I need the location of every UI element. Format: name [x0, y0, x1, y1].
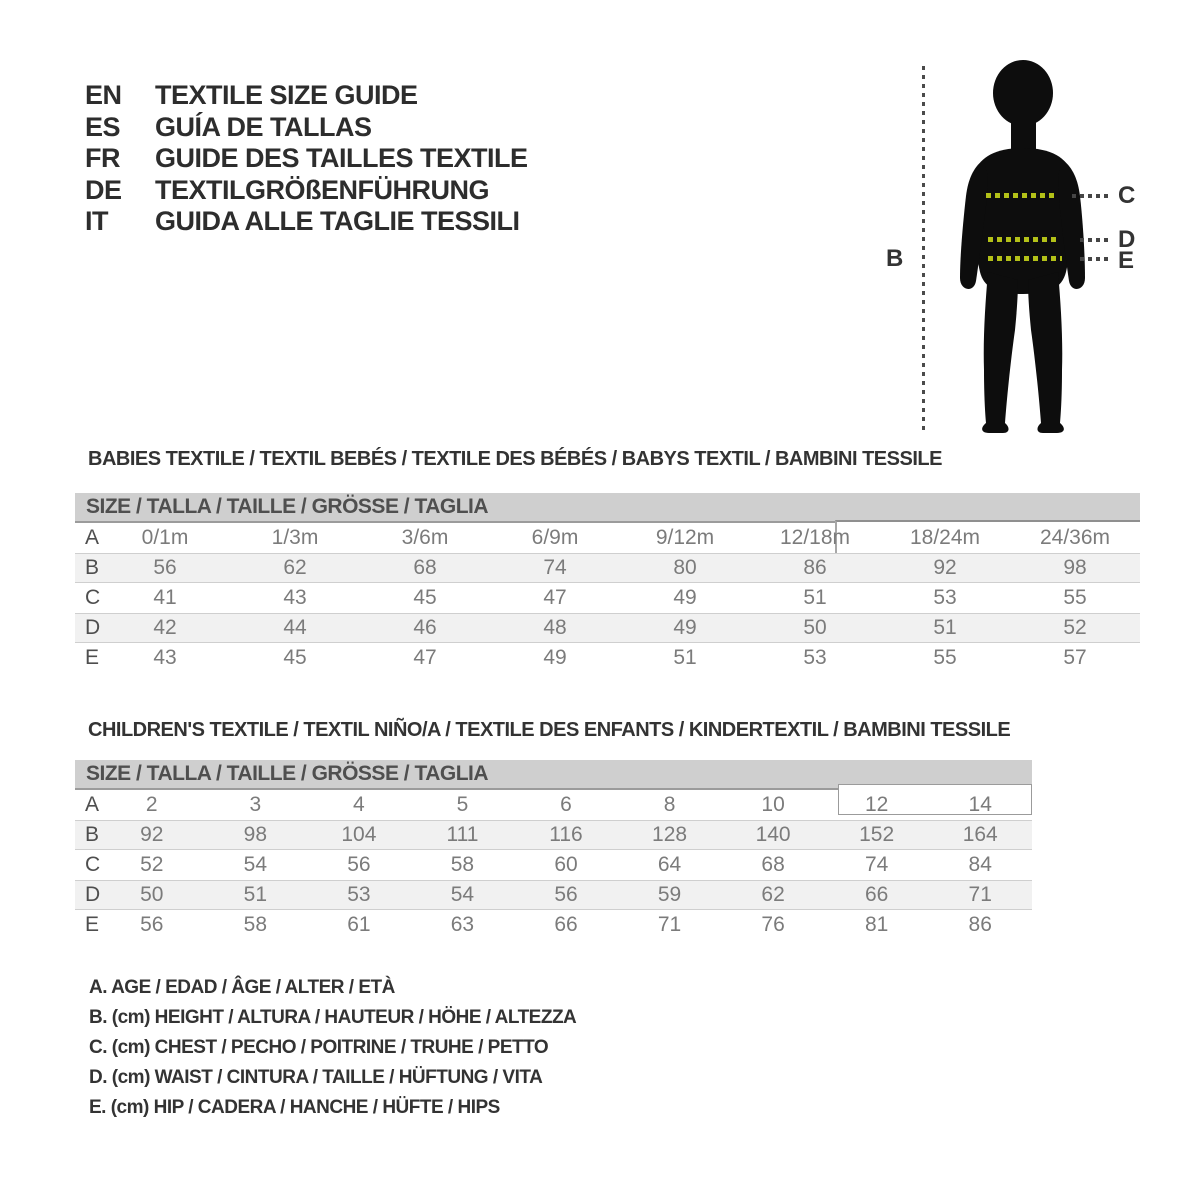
size-value: 62: [283, 556, 307, 579]
size-header-band: SIZE / TALLA / TAILLE / GRÖSSE / TAGLIA: [75, 493, 1140, 523]
size-value: 44: [283, 616, 307, 639]
table-row-D: [75, 880, 1032, 910]
size-value: 51: [803, 586, 827, 609]
size-value: 12: [864, 793, 889, 816]
size-value: 55: [933, 646, 957, 669]
size-value: 24/36m: [1039, 526, 1111, 549]
table-row-E: [75, 643, 1140, 673]
language-code: ES: [85, 111, 121, 142]
size-value: 53: [803, 646, 827, 669]
size-value: 62: [761, 883, 785, 906]
hip-measure-line: [988, 256, 1062, 261]
size-value: 9/12m: [655, 526, 715, 549]
row-label: A: [85, 793, 100, 816]
language-row: [85, 175, 528, 207]
guide-title-it: GUIDA ALLE TAGLIE TESSILI: [155, 206, 520, 237]
size-value: 66: [864, 883, 889, 906]
size-value: 86: [968, 913, 992, 936]
row-label: E: [85, 646, 100, 669]
size-value: 56: [554, 883, 578, 906]
size-value: 43: [283, 586, 307, 609]
language-code: DE: [85, 174, 122, 205]
size-value: 6: [560, 793, 572, 816]
size-value: 52: [140, 853, 164, 876]
size-value: 47: [413, 646, 437, 669]
size-value: 164: [962, 823, 998, 846]
chest-measure-line: [986, 193, 1054, 198]
size-value: 49: [673, 616, 697, 639]
row-label: E: [85, 913, 100, 936]
children-size-table: [75, 760, 1032, 940]
size-value: 58: [243, 913, 267, 936]
table-row-B: [75, 553, 1140, 583]
guide-title-es: GUÍA DE TALLAS: [155, 111, 372, 142]
size-header-band: SIZE / TALLA / TAILLE / GRÖSSE / TAGLIA: [75, 760, 1032, 790]
size-value: 81: [864, 913, 889, 936]
legend-height: B. (cm) HEIGHT / ALTURA / HAUTEUR / HÖHE / ALTEZZA: [89, 1007, 577, 1028]
waist-measure-line: [988, 237, 1060, 242]
language-code: EN: [85, 80, 122, 111]
size-value: 51: [673, 646, 697, 669]
language-row: [85, 112, 528, 144]
chest-label: C: [1118, 182, 1135, 209]
size-value: 18/24m: [909, 526, 981, 549]
size-value: 12/18m: [779, 526, 851, 549]
size-value: 47: [543, 586, 567, 609]
size-value: 4: [353, 793, 365, 816]
size-value: 51: [243, 883, 267, 906]
size-value: 58: [450, 853, 475, 876]
size-value: 55: [1063, 586, 1087, 609]
row-label: C: [85, 853, 101, 876]
hip-label: E: [1118, 247, 1134, 274]
size-value: 66: [554, 913, 578, 936]
row-label: D: [85, 883, 101, 906]
size-value: 0/1m: [141, 526, 189, 549]
child-silhouette: [952, 58, 1086, 438]
size-value: 57: [1063, 646, 1087, 669]
waist-pointer-line: [1080, 238, 1110, 242]
size-value: 52: [1063, 616, 1087, 639]
size-value: 140: [755, 823, 791, 846]
legend-age: A. AGE / EDAD / ÂGE / ALTER / ETÀ: [89, 977, 395, 998]
row-label: B: [85, 823, 100, 846]
size-value: 71: [968, 883, 992, 906]
size-value: 111: [446, 823, 479, 846]
size-value: 116: [549, 823, 583, 846]
size-value: 53: [347, 883, 371, 906]
size-value: 128: [652, 823, 688, 846]
size-value: 51: [933, 616, 957, 639]
guide-title-fr: GUIDE DES TAILLES TEXTILE: [155, 143, 528, 174]
language-row: [85, 206, 528, 238]
size-value: 56: [347, 853, 371, 876]
size-value: 14: [968, 793, 992, 816]
size-value: 50: [140, 883, 164, 906]
size-value: 84: [968, 853, 992, 876]
size-value: 60: [554, 853, 578, 876]
table-row-A: [75, 523, 1140, 553]
size-value: 92: [933, 556, 957, 579]
size-value: 98: [243, 823, 267, 846]
size-value: 3: [249, 793, 262, 816]
size-value: 49: [673, 586, 697, 609]
size-value: 3/6m: [401, 526, 449, 549]
chest-pointer-line: [1072, 194, 1108, 198]
size-value: 74: [543, 556, 567, 579]
size-value: 61: [347, 913, 371, 936]
size-value: 41: [153, 586, 177, 609]
size-value: 2: [145, 793, 158, 816]
table-row-B: [75, 820, 1032, 850]
language-code: IT: [85, 206, 108, 237]
language-code: FR: [85, 143, 120, 174]
row-label: A: [85, 526, 100, 549]
children-table-rows: [75, 790, 1032, 940]
language-row: [85, 143, 528, 175]
size-value: 98: [1063, 556, 1087, 579]
legend-waist: D. (cm) WAIST / CINTURA / TAILLE / HÜFTUNG / VITA: [89, 1067, 543, 1088]
size-value: 46: [413, 616, 437, 639]
height-measure-line: [922, 66, 925, 434]
size-value: 71: [657, 913, 682, 936]
size-value: 59: [657, 883, 682, 906]
size-value: 1/3m: [271, 526, 319, 549]
row-label: B: [85, 556, 100, 579]
row-label: C: [85, 586, 101, 609]
size-value: 8: [663, 793, 676, 816]
size-value: 80: [673, 556, 697, 579]
babies-size-table: [75, 493, 1140, 673]
size-value: 56: [153, 556, 177, 579]
size-value: 50: [803, 616, 827, 639]
babies-table-rows: [75, 523, 1140, 673]
size-value: 63: [450, 913, 475, 936]
guide-title-de: TEXTILGRÖßENFÜHRUNG: [155, 174, 489, 205]
size-value: 68: [413, 556, 437, 579]
size-value: 76: [761, 913, 785, 936]
guide-title-en: TEXTILE SIZE GUIDE: [155, 80, 418, 111]
size-value: 53: [933, 586, 957, 609]
size-value: 48: [543, 616, 567, 639]
size-value: 86: [803, 556, 827, 579]
language-title-list: [85, 80, 528, 238]
table-row-E: [75, 910, 1032, 940]
size-value: 152: [859, 823, 895, 846]
legend-hip: E. (cm) HIP / CADERA / HANCHE / HÜFTE / HIPS: [89, 1097, 500, 1118]
size-value: 42: [153, 616, 177, 639]
size-value: 74: [864, 853, 889, 876]
table-row-D: [75, 613, 1140, 643]
waist-label: D: [1118, 226, 1135, 253]
size-value: 68: [761, 853, 785, 876]
babies-section-title: BABIES TEXTILE / TEXTIL BEBÉS / TEXTILE DES BÉBÉS / BABYS TEXTIL / BAMBINI TESSILE: [88, 448, 942, 470]
size-value: 56: [140, 913, 164, 936]
height-label: B: [886, 245, 903, 272]
hip-pointer-line: [1080, 257, 1110, 261]
legend-chest: C. (cm) CHEST / PECHO / POITRINE / TRUHE / PETTO: [89, 1037, 549, 1058]
row-label: D: [85, 616, 101, 639]
size-value: 64: [657, 853, 682, 876]
size-value: 43: [153, 646, 177, 669]
size-value: 45: [283, 646, 307, 669]
table-row-C: [75, 583, 1140, 613]
size-value: 92: [140, 823, 164, 846]
size-value: 6/9m: [531, 526, 579, 549]
size-value: 5: [456, 793, 469, 816]
size-value: 54: [450, 883, 475, 906]
size-value: 45: [413, 586, 437, 609]
children-section-title: CHILDREN'S TEXTILE / TEXTIL NIÑO/A / TEXTILE DES ENFANTS / KINDERTEXTIL / BAMBINI TESSILE: [88, 719, 1011, 741]
measurement-legend: [89, 973, 576, 1123]
table-row-A: [75, 790, 1032, 820]
size-value: 54: [243, 853, 267, 876]
size-value: 104: [341, 823, 377, 846]
size-value: 49: [543, 646, 567, 669]
table-row-C: [75, 850, 1032, 880]
size-value: 10: [761, 793, 785, 816]
language-row: [85, 80, 528, 112]
